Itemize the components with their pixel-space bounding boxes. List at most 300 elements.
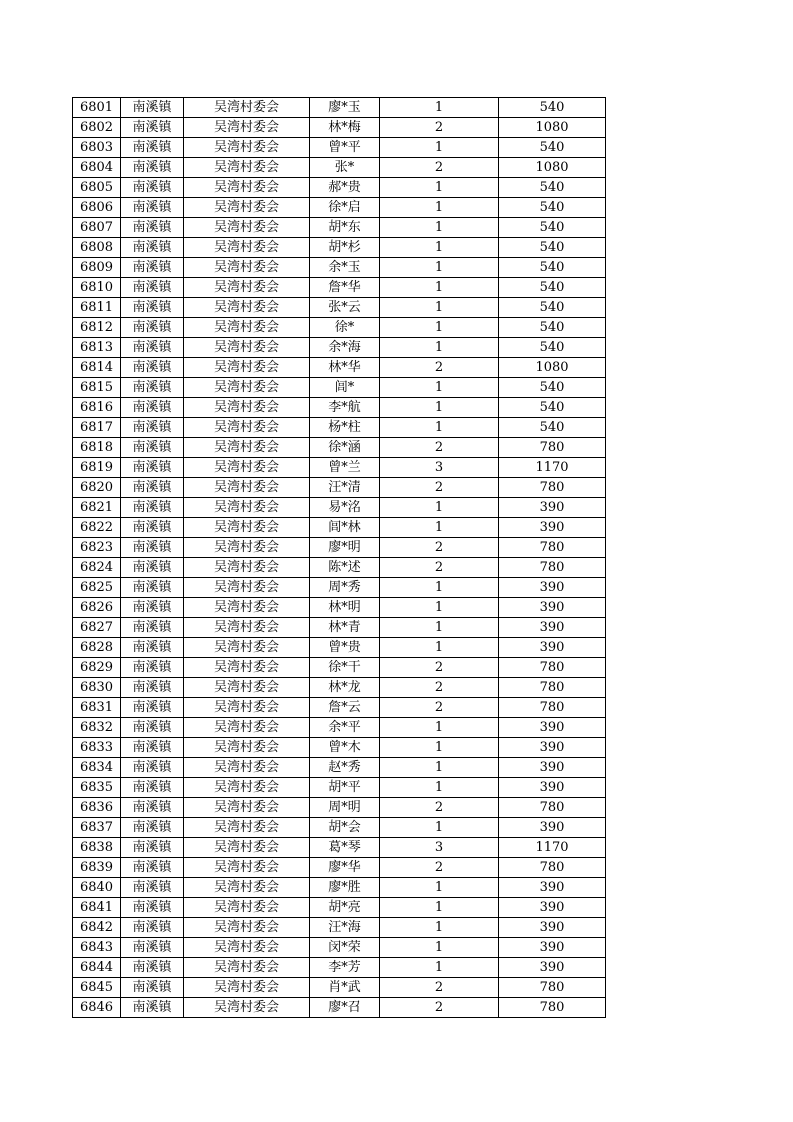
cell-count: 1 <box>380 498 499 518</box>
cell-town: 南溪镇 <box>121 778 184 798</box>
table-row <box>73 738 606 758</box>
cell-amount: 390 <box>499 938 606 958</box>
table-row <box>73 318 606 338</box>
cell-id: 6801 <box>73 98 121 118</box>
table-row <box>73 938 606 958</box>
table-row <box>73 898 606 918</box>
cell-count: 1 <box>380 298 499 318</box>
cell-id: 6830 <box>73 678 121 698</box>
table-row <box>73 878 606 898</box>
cell-name: 廖*玉 <box>310 98 380 118</box>
cell-village: 吴湾村委会 <box>184 558 310 578</box>
cell-id: 6812 <box>73 318 121 338</box>
cell-town: 南溪镇 <box>121 558 184 578</box>
cell-town: 南溪镇 <box>121 978 184 998</box>
cell-name: 周*秀 <box>310 578 380 598</box>
cell-amount: 390 <box>499 618 606 638</box>
cell-count: 1 <box>380 898 499 918</box>
cell-id: 6811 <box>73 298 121 318</box>
cell-amount: 540 <box>499 318 606 338</box>
cell-id: 6816 <box>73 398 121 418</box>
cell-town: 南溪镇 <box>121 398 184 418</box>
cell-village: 吴湾村委会 <box>184 538 310 558</box>
cell-village: 吴湾村委会 <box>184 278 310 298</box>
cell-village: 吴湾村委会 <box>184 718 310 738</box>
cell-name: 闾* <box>310 378 380 398</box>
cell-id: 6804 <box>73 158 121 178</box>
cell-count: 3 <box>380 838 499 858</box>
cell-count: 1 <box>380 178 499 198</box>
cell-town: 南溪镇 <box>121 358 184 378</box>
cell-town: 南溪镇 <box>121 438 184 458</box>
table-row <box>73 498 606 518</box>
cell-amount: 780 <box>499 798 606 818</box>
cell-amount: 540 <box>499 98 606 118</box>
cell-village: 吴湾村委会 <box>184 218 310 238</box>
table-row <box>73 298 606 318</box>
cell-village: 吴湾村委会 <box>184 178 310 198</box>
cell-count: 2 <box>380 658 499 678</box>
cell-name: 徐* <box>310 318 380 338</box>
cell-town: 南溪镇 <box>121 518 184 538</box>
cell-count: 2 <box>380 158 499 178</box>
cell-amount: 540 <box>499 138 606 158</box>
cell-village: 吴湾村委会 <box>184 98 310 118</box>
table-body <box>73 98 606 1018</box>
cell-name: 林*龙 <box>310 678 380 698</box>
cell-id: 6838 <box>73 838 121 858</box>
table-row <box>73 778 606 798</box>
cell-name: 徐*涵 <box>310 438 380 458</box>
cell-town: 南溪镇 <box>121 298 184 318</box>
table-row <box>73 238 606 258</box>
cell-name: 廖*召 <box>310 998 380 1018</box>
cell-id: 6836 <box>73 798 121 818</box>
table-row <box>73 518 606 538</box>
cell-village: 吴湾村委会 <box>184 358 310 378</box>
cell-count: 1 <box>380 198 499 218</box>
cell-village: 吴湾村委会 <box>184 378 310 398</box>
cell-name: 肖*武 <box>310 978 380 998</box>
cell-amount: 780 <box>499 978 606 998</box>
cell-id: 6827 <box>73 618 121 638</box>
table-row <box>73 98 606 118</box>
cell-id: 6823 <box>73 538 121 558</box>
cell-town: 南溪镇 <box>121 538 184 558</box>
table-row <box>73 398 606 418</box>
cell-amount: 780 <box>499 538 606 558</box>
cell-count: 1 <box>380 278 499 298</box>
cell-count: 1 <box>380 218 499 238</box>
cell-id: 6802 <box>73 118 121 138</box>
cell-town: 南溪镇 <box>121 618 184 638</box>
cell-count: 2 <box>380 358 499 378</box>
cell-id: 6803 <box>73 138 121 158</box>
table-row <box>73 258 606 278</box>
cell-id: 6813 <box>73 338 121 358</box>
cell-village: 吴湾村委会 <box>184 238 310 258</box>
cell-count: 1 <box>380 878 499 898</box>
cell-count: 2 <box>380 978 499 998</box>
table-row <box>73 178 606 198</box>
cell-id: 6846 <box>73 998 121 1018</box>
data-table <box>72 97 606 1018</box>
cell-count: 1 <box>380 918 499 938</box>
cell-id: 6837 <box>73 818 121 838</box>
cell-amount: 1170 <box>499 458 606 478</box>
table-row <box>73 958 606 978</box>
table-row <box>73 338 606 358</box>
cell-amount: 540 <box>499 398 606 418</box>
cell-id: 6821 <box>73 498 121 518</box>
table-row <box>73 278 606 298</box>
cell-village: 吴湾村委会 <box>184 818 310 838</box>
cell-count: 1 <box>380 578 499 598</box>
cell-name: 汪*清 <box>310 478 380 498</box>
cell-id: 6817 <box>73 418 121 438</box>
cell-name: 余*玉 <box>310 258 380 278</box>
table-row <box>73 538 606 558</box>
cell-village: 吴湾村委会 <box>184 318 310 338</box>
table-row <box>73 818 606 838</box>
cell-count: 1 <box>380 398 499 418</box>
cell-town: 南溪镇 <box>121 718 184 738</box>
cell-count: 2 <box>380 678 499 698</box>
cell-town: 南溪镇 <box>121 938 184 958</box>
cell-town: 南溪镇 <box>121 578 184 598</box>
cell-village: 吴湾村委会 <box>184 838 310 858</box>
cell-amount: 780 <box>499 658 606 678</box>
cell-name: 曾*木 <box>310 738 380 758</box>
cell-id: 6825 <box>73 578 121 598</box>
cell-amount: 390 <box>499 898 606 918</box>
cell-amount: 540 <box>499 258 606 278</box>
cell-village: 吴湾村委会 <box>184 638 310 658</box>
cell-name: 张*云 <box>310 298 380 318</box>
cell-amount: 390 <box>499 498 606 518</box>
cell-amount: 540 <box>499 338 606 358</box>
cell-id: 6845 <box>73 978 121 998</box>
cell-village: 吴湾村委会 <box>184 878 310 898</box>
cell-town: 南溪镇 <box>121 918 184 938</box>
cell-town: 南溪镇 <box>121 198 184 218</box>
cell-id: 6834 <box>73 758 121 778</box>
table-row <box>73 798 606 818</box>
cell-amount: 780 <box>499 698 606 718</box>
cell-town: 南溪镇 <box>121 998 184 1018</box>
cell-amount: 540 <box>499 218 606 238</box>
table-row <box>73 358 606 378</box>
cell-town: 南溪镇 <box>121 898 184 918</box>
cell-village: 吴湾村委会 <box>184 138 310 158</box>
cell-amount: 780 <box>499 438 606 458</box>
cell-name: 周*明 <box>310 798 380 818</box>
cell-amount: 780 <box>499 558 606 578</box>
cell-town: 南溪镇 <box>121 178 184 198</box>
cell-name: 徐*干 <box>310 658 380 678</box>
cell-name: 余*海 <box>310 338 380 358</box>
cell-town: 南溪镇 <box>121 118 184 138</box>
cell-id: 6835 <box>73 778 121 798</box>
table-row <box>73 198 606 218</box>
cell-id: 6828 <box>73 638 121 658</box>
table-row <box>73 918 606 938</box>
cell-amount: 780 <box>499 858 606 878</box>
cell-town: 南溪镇 <box>121 458 184 478</box>
table-row <box>73 378 606 398</box>
cell-count: 1 <box>380 718 499 738</box>
cell-name: 易*洺 <box>310 498 380 518</box>
cell-village: 吴湾村委会 <box>184 418 310 438</box>
cell-name: 葛*琴 <box>310 838 380 858</box>
cell-id: 6809 <box>73 258 121 278</box>
table-row <box>73 638 606 658</box>
cell-town: 南溪镇 <box>121 418 184 438</box>
cell-count: 1 <box>380 338 499 358</box>
cell-id: 6806 <box>73 198 121 218</box>
cell-name: 曾*贵 <box>310 638 380 658</box>
cell-name: 张* <box>310 158 380 178</box>
table-row <box>73 698 606 718</box>
cell-amount: 390 <box>499 718 606 738</box>
cell-count: 1 <box>380 418 499 438</box>
cell-town: 南溪镇 <box>121 378 184 398</box>
cell-amount: 390 <box>499 878 606 898</box>
cell-town: 南溪镇 <box>121 498 184 518</box>
cell-amount: 540 <box>499 198 606 218</box>
cell-count: 1 <box>380 518 499 538</box>
table-row <box>73 418 606 438</box>
cell-town: 南溪镇 <box>121 98 184 118</box>
table-row <box>73 618 606 638</box>
cell-town: 南溪镇 <box>121 638 184 658</box>
cell-count: 2 <box>380 998 499 1018</box>
cell-count: 1 <box>380 598 499 618</box>
cell-town: 南溪镇 <box>121 858 184 878</box>
cell-town: 南溪镇 <box>121 318 184 338</box>
table-row <box>73 558 606 578</box>
table-row <box>73 678 606 698</box>
cell-town: 南溪镇 <box>121 138 184 158</box>
cell-count: 2 <box>380 558 499 578</box>
cell-town: 南溪镇 <box>121 598 184 618</box>
cell-amount: 390 <box>499 758 606 778</box>
cell-town: 南溪镇 <box>121 338 184 358</box>
cell-name: 廖*胜 <box>310 878 380 898</box>
cell-name: 胡*东 <box>310 218 380 238</box>
cell-count: 1 <box>380 758 499 778</box>
cell-town: 南溪镇 <box>121 838 184 858</box>
cell-name: 李*航 <box>310 398 380 418</box>
cell-amount: 540 <box>499 298 606 318</box>
cell-id: 6822 <box>73 518 121 538</box>
cell-amount: 780 <box>499 998 606 1018</box>
cell-id: 6808 <box>73 238 121 258</box>
cell-amount: 390 <box>499 778 606 798</box>
cell-count: 3 <box>380 458 499 478</box>
cell-name: 曾*平 <box>310 138 380 158</box>
cell-count: 1 <box>380 378 499 398</box>
cell-amount: 540 <box>499 278 606 298</box>
cell-name: 林*梅 <box>310 118 380 138</box>
cell-village: 吴湾村委会 <box>184 438 310 458</box>
table-row <box>73 458 606 478</box>
cell-count: 1 <box>380 778 499 798</box>
cell-name: 林*明 <box>310 598 380 618</box>
cell-count: 2 <box>380 438 499 458</box>
cell-name: 杨*柱 <box>310 418 380 438</box>
cell-village: 吴湾村委会 <box>184 798 310 818</box>
table-row <box>73 138 606 158</box>
cell-amount: 390 <box>499 578 606 598</box>
cell-village: 吴湾村委会 <box>184 458 310 478</box>
cell-id: 6832 <box>73 718 121 738</box>
cell-count: 2 <box>380 858 499 878</box>
cell-village: 吴湾村委会 <box>184 338 310 358</box>
table-row <box>73 838 606 858</box>
cell-village: 吴湾村委会 <box>184 918 310 938</box>
table-row <box>73 578 606 598</box>
cell-count: 1 <box>380 98 499 118</box>
cell-count: 2 <box>380 478 499 498</box>
cell-id: 6815 <box>73 378 121 398</box>
cell-id: 6826 <box>73 598 121 618</box>
cell-town: 南溪镇 <box>121 758 184 778</box>
cell-id: 6818 <box>73 438 121 458</box>
table-row <box>73 158 606 178</box>
cell-amount: 540 <box>499 178 606 198</box>
cell-village: 吴湾村委会 <box>184 258 310 278</box>
cell-town: 南溪镇 <box>121 818 184 838</box>
cell-village: 吴湾村委会 <box>184 478 310 498</box>
cell-village: 吴湾村委会 <box>184 658 310 678</box>
cell-name: 陈*述 <box>310 558 380 578</box>
cell-name: 胡*平 <box>310 778 380 798</box>
cell-village: 吴湾村委会 <box>184 198 310 218</box>
cell-town: 南溪镇 <box>121 738 184 758</box>
cell-name: 汪*海 <box>310 918 380 938</box>
cell-name: 徐*启 <box>310 198 380 218</box>
cell-name: 胡*杉 <box>310 238 380 258</box>
cell-amount: 390 <box>499 918 606 938</box>
cell-id: 6831 <box>73 698 121 718</box>
table-row <box>73 598 606 618</box>
cell-village: 吴湾村委会 <box>184 738 310 758</box>
cell-amount: 390 <box>499 958 606 978</box>
cell-village: 吴湾村委会 <box>184 898 310 918</box>
cell-name: 詹*华 <box>310 278 380 298</box>
table-row <box>73 718 606 738</box>
cell-count: 2 <box>380 798 499 818</box>
cell-amount: 1080 <box>499 358 606 378</box>
cell-amount: 390 <box>499 638 606 658</box>
cell-count: 2 <box>380 118 499 138</box>
cell-village: 吴湾村委会 <box>184 978 310 998</box>
cell-count: 1 <box>380 738 499 758</box>
cell-amount: 540 <box>499 378 606 398</box>
cell-name: 闾*林 <box>310 518 380 538</box>
cell-id: 6805 <box>73 178 121 198</box>
cell-town: 南溪镇 <box>121 158 184 178</box>
cell-amount: 390 <box>499 818 606 838</box>
cell-village: 吴湾村委会 <box>184 158 310 178</box>
cell-amount: 390 <box>499 518 606 538</box>
cell-id: 6833 <box>73 738 121 758</box>
cell-name: 曾*兰 <box>310 458 380 478</box>
cell-village: 吴湾村委会 <box>184 118 310 138</box>
cell-id: 6814 <box>73 358 121 378</box>
cell-name: 闵*荣 <box>310 938 380 958</box>
cell-village: 吴湾村委会 <box>184 518 310 538</box>
cell-amount: 540 <box>499 238 606 258</box>
cell-id: 6824 <box>73 558 121 578</box>
cell-name: 廖*明 <box>310 538 380 558</box>
cell-amount: 1080 <box>499 158 606 178</box>
cell-name: 林*华 <box>310 358 380 378</box>
cell-village: 吴湾村委会 <box>184 618 310 638</box>
table-row <box>73 438 606 458</box>
cell-id: 6839 <box>73 858 121 878</box>
cell-count: 1 <box>380 258 499 278</box>
cell-village: 吴湾村委会 <box>184 678 310 698</box>
cell-count: 1 <box>380 138 499 158</box>
cell-id: 6844 <box>73 958 121 978</box>
cell-id: 6810 <box>73 278 121 298</box>
cell-village: 吴湾村委会 <box>184 598 310 618</box>
cell-amount: 1080 <box>499 118 606 138</box>
cell-town: 南溪镇 <box>121 958 184 978</box>
cell-id: 6842 <box>73 918 121 938</box>
cell-count: 1 <box>380 238 499 258</box>
cell-name: 胡*会 <box>310 818 380 838</box>
cell-village: 吴湾村委会 <box>184 958 310 978</box>
cell-village: 吴湾村委会 <box>184 998 310 1018</box>
cell-town: 南溪镇 <box>121 678 184 698</box>
cell-count: 2 <box>380 698 499 718</box>
cell-id: 6820 <box>73 478 121 498</box>
cell-amount: 540 <box>499 418 606 438</box>
cell-town: 南溪镇 <box>121 658 184 678</box>
cell-name: 詹*云 <box>310 698 380 718</box>
cell-name: 胡*亮 <box>310 898 380 918</box>
table-row <box>73 978 606 998</box>
cell-count: 1 <box>380 938 499 958</box>
cell-name: 廖*华 <box>310 858 380 878</box>
cell-count: 1 <box>380 638 499 658</box>
cell-town: 南溪镇 <box>121 698 184 718</box>
cell-village: 吴湾村委会 <box>184 778 310 798</box>
cell-amount: 780 <box>499 678 606 698</box>
cell-amount: 780 <box>499 478 606 498</box>
cell-village: 吴湾村委会 <box>184 398 310 418</box>
table-row <box>73 118 606 138</box>
table-row <box>73 998 606 1018</box>
cell-id: 6840 <box>73 878 121 898</box>
cell-village: 吴湾村委会 <box>184 298 310 318</box>
cell-amount: 390 <box>499 598 606 618</box>
cell-town: 南溪镇 <box>121 238 184 258</box>
cell-village: 吴湾村委会 <box>184 858 310 878</box>
table-row <box>73 478 606 498</box>
cell-name: 郝*贵 <box>310 178 380 198</box>
cell-name: 林*青 <box>310 618 380 638</box>
cell-name: 李*芳 <box>310 958 380 978</box>
cell-town: 南溪镇 <box>121 798 184 818</box>
table-row <box>73 658 606 678</box>
cell-amount: 390 <box>499 738 606 758</box>
cell-id: 6841 <box>73 898 121 918</box>
cell-id: 6807 <box>73 218 121 238</box>
